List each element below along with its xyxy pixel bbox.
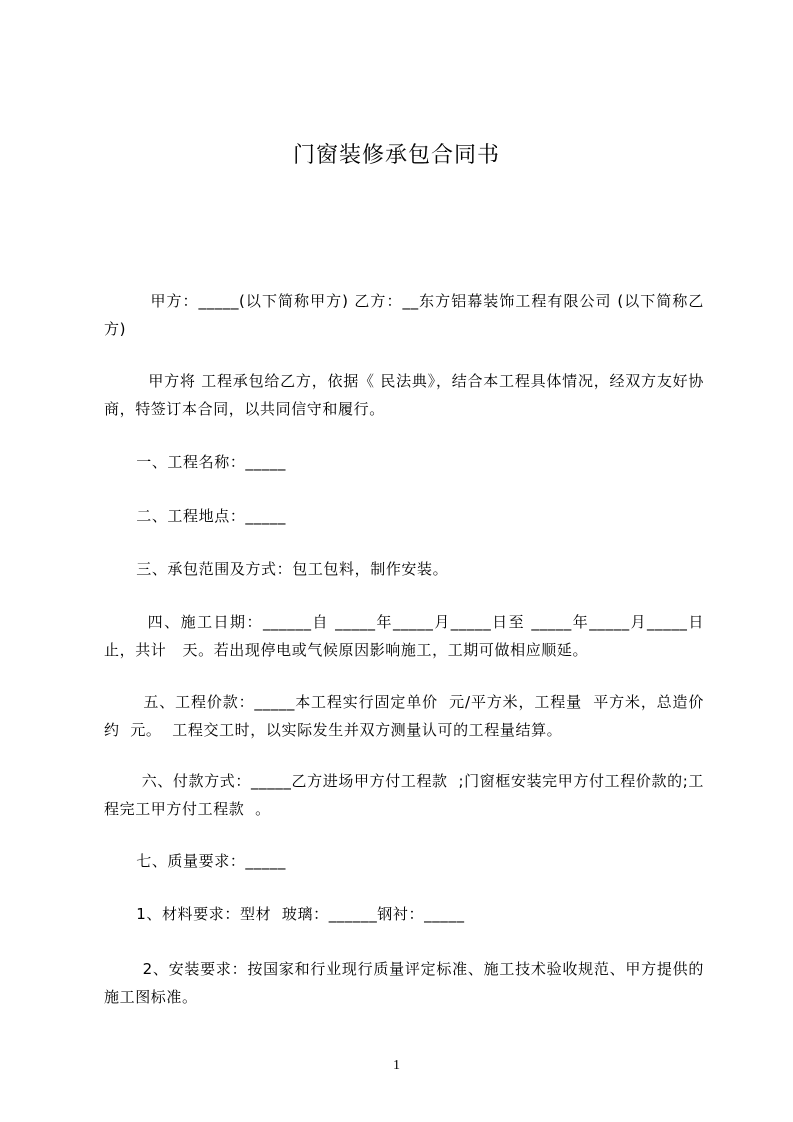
page-number: 1: [393, 1058, 400, 1073]
paragraph-project-name: 一、工程名称：_____: [104, 453, 286, 471]
document-title: 门窗装修承包合同书: [292, 143, 500, 168]
paragraph-scope: 三、承包范围及方式：包工包料，制作安装。: [104, 560, 449, 578]
paragraph-price: 五、工程价款：_____本工程实行固定单价 元/平方米，工程量 平方米，总造价约 元。 工程交工时，以实际发生并双方测量认可的工程量结算。: [104, 693, 705, 739]
paragraph-installation: 2、安装要求：按国家和行业现行质量评定标准、施工技术验收规范、甲方提供的施工图标准。: [104, 960, 704, 1006]
paragraph-materials: 1、材料要求：型材 玻璃：______钢衬：_____: [104, 905, 465, 923]
paragraph-quality: 七、质量要求：_____: [104, 852, 286, 870]
paragraph-preamble: 甲方将 工程承包给乙方，依据《 民法典》，结合本工程具体情况，经双方友好协商，特签订本合同，以共同信守和履行。: [104, 372, 704, 418]
paragraph-parties: 甲方：_____(以下简称甲方) 乙方：__东方铝幕装饰工程有限公司 (以下简称乙方): [104, 292, 704, 338]
paragraph-project-location: 二、工程地点：_____: [104, 507, 286, 525]
paragraph-schedule: 四、施工日期：______自 _____年_____月_____日至 _____年_____月_____日止，共计 天。若出现停电或气候原因影响施工，工期可做相应顺延。: [104, 613, 705, 659]
paragraph-payment: 六、付款方式：_____乙方进场甲方付工程款 ;门窗框安装完甲方付工程价款的;工程完工甲方付工程款 。: [104, 772, 704, 818]
